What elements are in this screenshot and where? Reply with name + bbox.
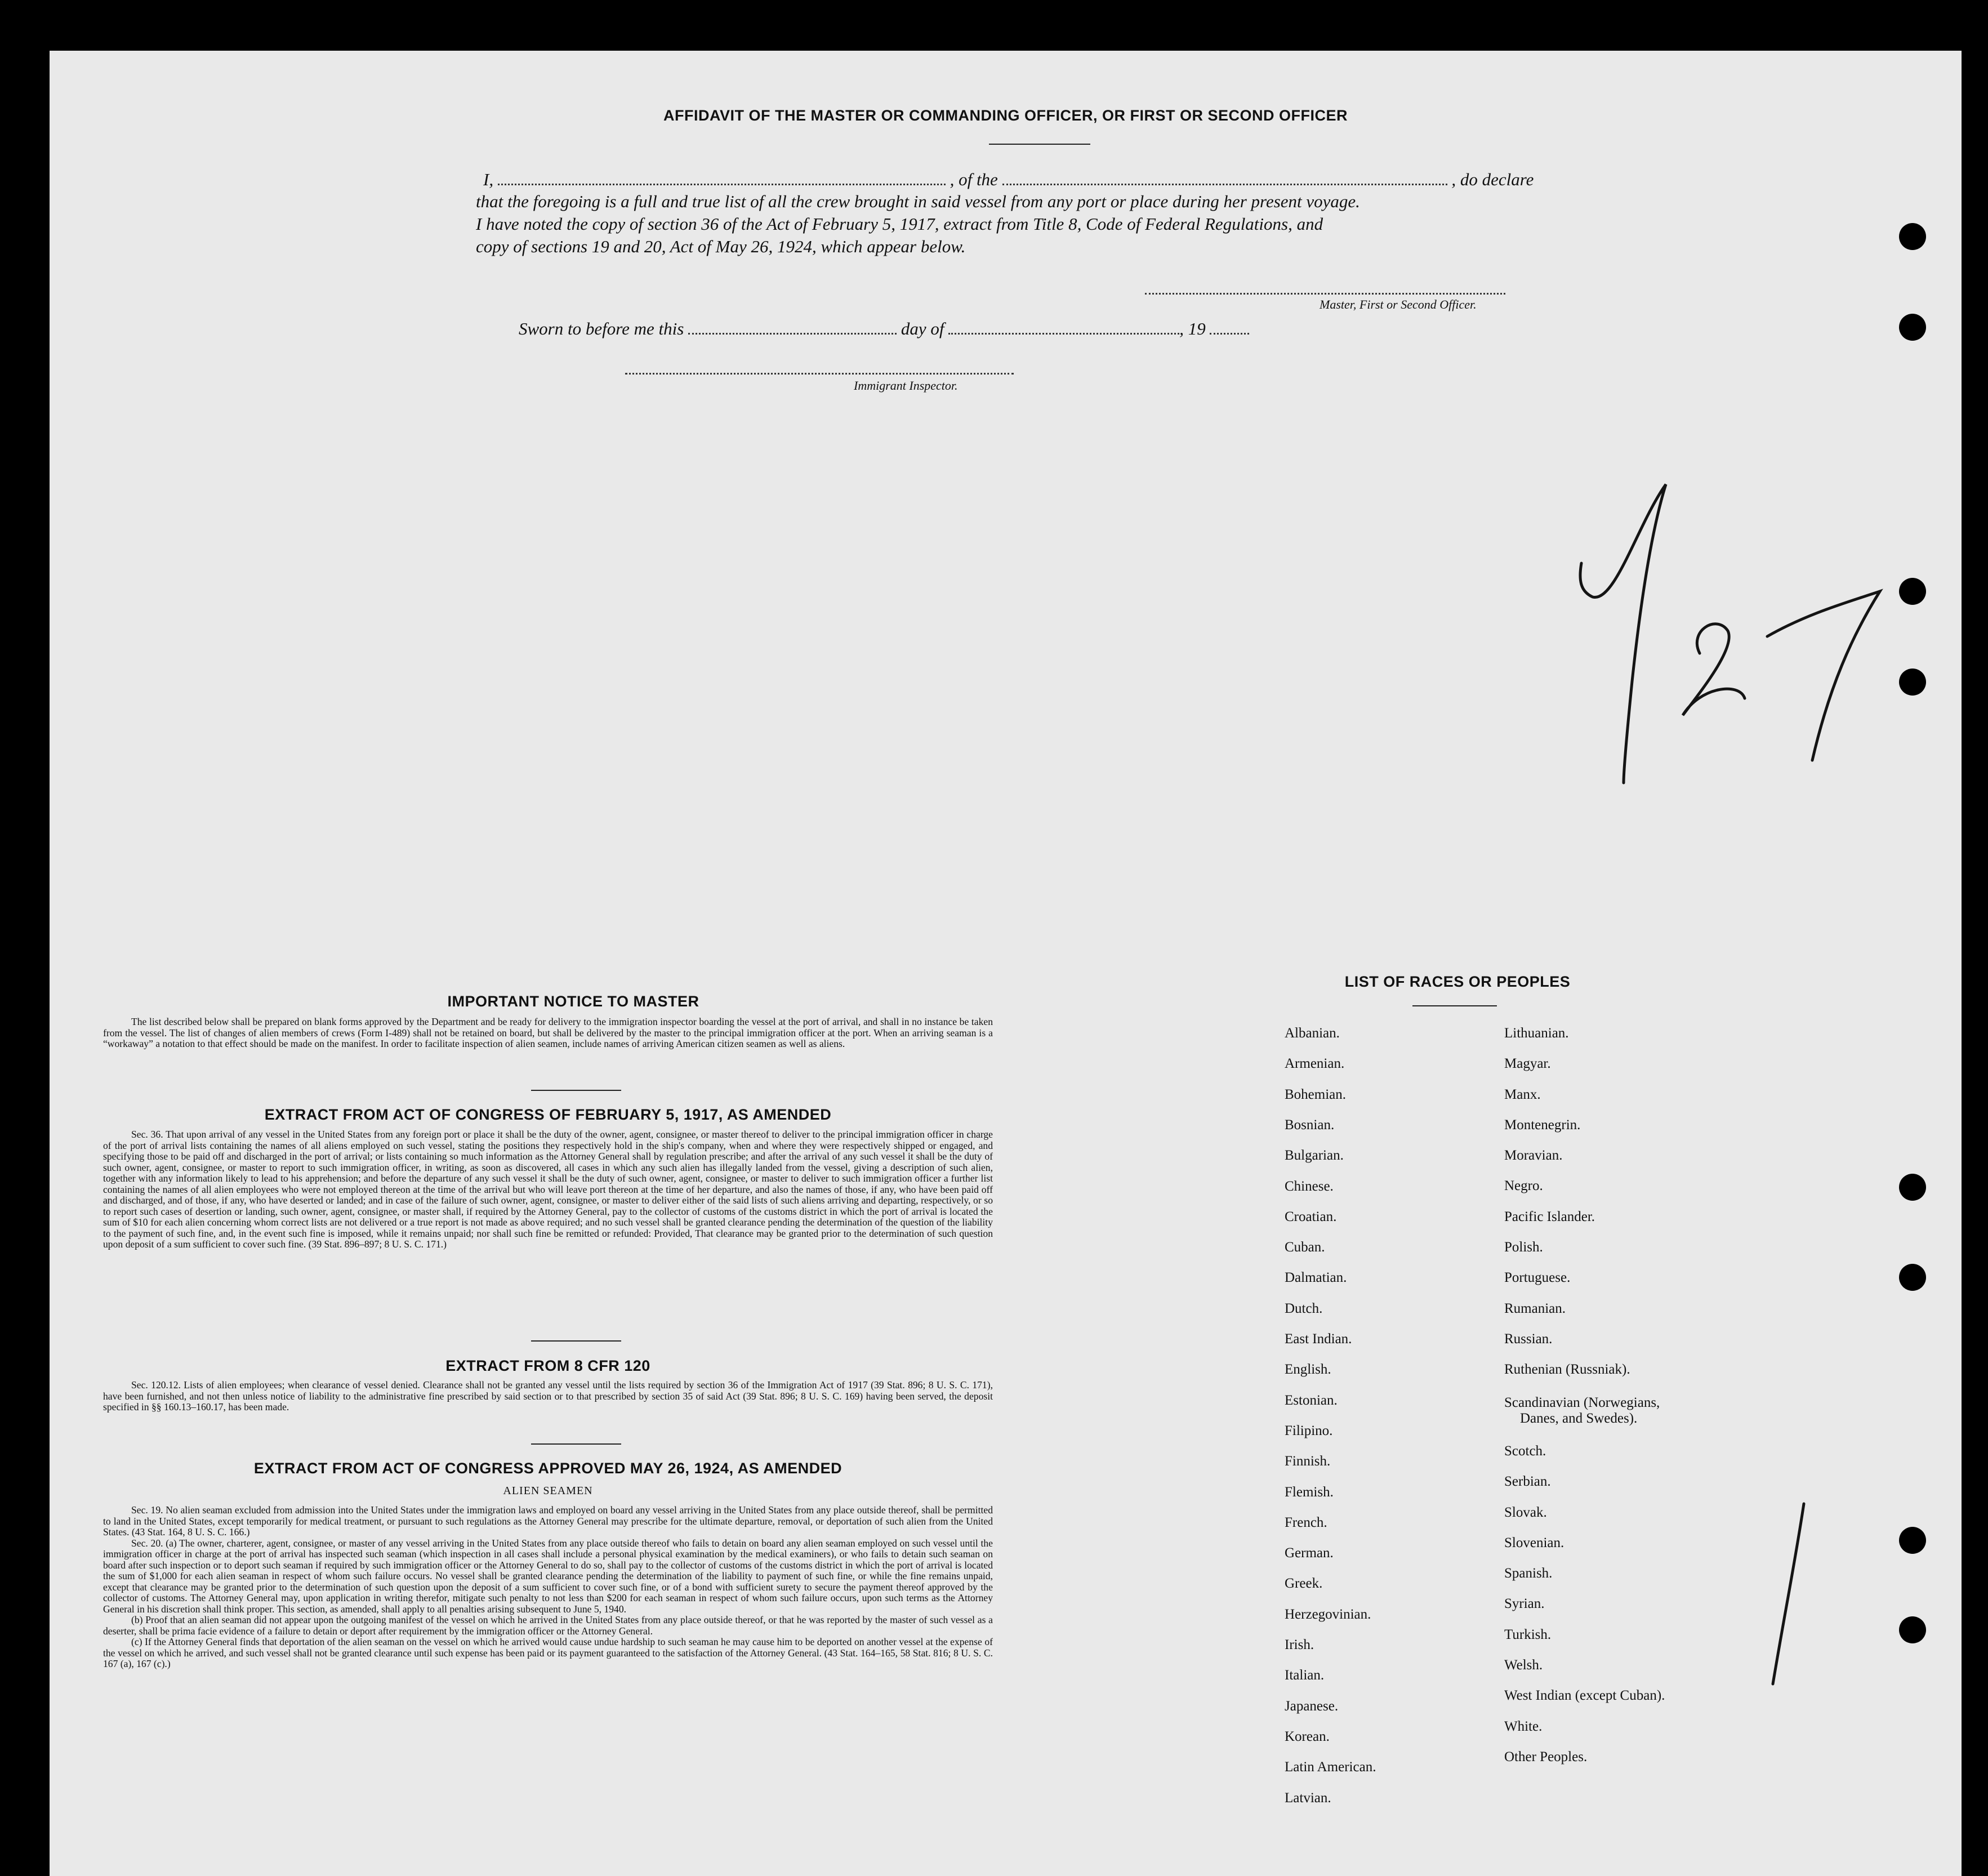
extract-1917-text: Sec. 36. That upon arrival of any vessel in the United States from any foreign port or place it shall be the duty of the owner, agent, consignee, or master thereof to deliver to the principal immigration officer in charge of the port of arrival lists containing the names of all aliens employed on such vessel, stating the positions they respectively hold in the ship's company, when and where they were respectively shipped or engaged, and specifying those to be paid off and discharged in the port of arrival; or lists containing so much information as the Attorney General shall by regulation prescribe; and after the arrival of any such vessel it shall be the duty of such owner, agent, consignee, or master to report to such immigration officer, in writing, as soon as discovered, all cases in which any such alien has illegally landed from the vessel, giving a description of such alien, together with any information likely to lead to his apprehension; and before the departure of any such vessel it shall be the duty of such owner, agent, consignee, or master to deliver to such immigration officer a further list containing the names of all alien employees who were not employed thereon at the time of the arrival but who will leave port thereon at the time of her departure, and also the names of those, if any, who have been paid off and discharged, and of those, if any, who have deserted or landed; and in case of the failure of such owner, agent, consignee, or master to deliver either of the said lists of such aliens arriving and departing, respectively, or so to report such cases of desertion or landing, such owner, agent, consignee, or master shall, if required by the Attorney General, pay to the collector of customs of the customs district in which the port of arrival is located the sum of $10 for each alien concerning whom correct lists are not delivered or a true report is not made as above required; and no such vessel shall be granted clearance pending the determination of the question of the liability to the payment of such fine, and, in the event such fine is imposed, while it remains unpaid; nor shall such fine be remitted or refunded: Provided, That clearance may be granted prior to the determination of such question upon deposit of a sum sufficient to cover such fine. (39 Stat. 896–897; 8 U. S. C. 171.) [103,1129,993,1250]
affidavit-title-rule [989,144,1090,145]
race-item: Negro. [1504,1178,1543,1193]
race-item: Moravian. [1504,1148,1563,1163]
sworn-month-field[interactable] [948,318,1179,335]
notice-title: IMPORTANT NOTICE TO MASTER [447,993,699,1010]
race-item: Other Peoples. [1504,1749,1588,1764]
section-19-text: Sec. 19. No alien seaman excluded from admission into the United States under the immigration laws and employed on board any vessel arriving in the United States from any place outside thereof, shall be permitted to land in the United States, except temporarily for medical treatment, or pursuant to such regulations as the Attorney General may prescribe for the ultimate departure, removal, or deportation of such alien from the United States. (43 Stat. 164, 8 U. S. C. 166.) [103,1504,993,1538]
race-item: Filipino. [1285,1423,1333,1438]
vessel-field[interactable] [1002,169,1447,185]
binder-hole [1899,314,1926,341]
binder-hole [1899,1174,1926,1201]
race-item: Polish. [1504,1240,1543,1255]
race-item: Finnish. [1285,1454,1331,1469]
race-item: Serbian. [1504,1474,1551,1489]
race-item: Magyar. [1504,1056,1551,1071]
race-item: Turkish. [1504,1627,1552,1642]
race-item: Lithuanian. [1504,1026,1569,1041]
divider-1 [531,1090,621,1091]
declaration-of-the: , of the [950,170,998,189]
race-item: Syrian. [1504,1596,1545,1611]
race-item: Montenegrin. [1504,1117,1581,1133]
binder-hole [1899,1264,1926,1291]
binder-hole [1899,669,1926,696]
race-item: Bosnian. [1285,1117,1335,1133]
inspector-caption: Immigrant Inspector. [854,378,958,393]
declaration-line-1 [483,169,1598,190]
race-item: Scotch. [1504,1443,1546,1459]
binder-hole [1899,223,1926,250]
race-item: Flemish. [1285,1485,1334,1500]
race-item: Bulgarian. [1285,1148,1344,1163]
race-item: Manx. [1504,1087,1541,1102]
race-item: Spanish. [1504,1566,1553,1581]
race-item: Latin American. [1285,1759,1376,1775]
race-item: Japanese. [1285,1699,1339,1714]
form-page [50,51,1962,1876]
extract-1917-title: EXTRACT FROM ACT OF CONGRESS OF FEBRUARY 5, 1917, AS AMENDED [264,1106,832,1123]
race-item: German. [1285,1545,1334,1561]
race-item: Armenian. [1285,1056,1345,1071]
race-item: Cuban. [1285,1240,1325,1255]
section-20c-text: (c) If the Attorney General finds that deportation of the alien seaman on the vessel on which he arrived would cause undue hardship to such seaman he may cause him to be deported on another vessel at the expense of the vessel on which he arrived, and such vessel shall not be granted clearance until such expense has been paid or its payment guaranteed to the satisfaction of the Attorney General. (43 Stat. 164–165, 58 Stat. 816; 8 U. S. C. 167 (a), 167 (c).) [103,1636,993,1669]
race-item: Albanian. [1285,1026,1340,1041]
race-item: Dutch. [1285,1301,1323,1316]
master-signature-line[interactable] [1145,293,1505,295]
name-field[interactable] [498,169,946,185]
extract-1924-title: EXTRACT FROM ACT OF CONGRESS APPROVED MAY 26, 1924, AS AMENDED [253,1460,843,1477]
race-item: Italian. [1285,1668,1325,1683]
declaration-do-declare: , do declare [1451,170,1534,189]
race-item: Chinese. [1285,1179,1334,1194]
sworn-year-prefix: , 19 [1179,319,1206,338]
divider-3 [531,1443,621,1445]
affidavit-title: AFFIDAVIT OF THE MASTER OR COMMANDING OFFICER, OR FIRST OR SECOND OFFICER [663,107,1348,124]
race-item: Rumanian. [1504,1301,1566,1316]
race-item: Pacific Islander. [1504,1209,1595,1224]
master-caption: Master, First or Second Officer. [1320,297,1477,311]
sworn-line [519,318,1363,339]
binder-hole [1899,1616,1926,1643]
race-item: Ruthenian (Russniak). [1504,1362,1630,1377]
declaration-line-3: I have noted the copy of section 36 of the Act of February 5, 1917, extract from Title 8, Code of Federal Regulations, and [476,214,1323,234]
declaration-line-2: that the foregoing is a full and true list of all the crew brought in said vessel from any port or place during her present voyage. [476,191,1360,211]
extract-cfr-text: Sec. 120.12. Lists of alien employees; when clearance of vessel denied. Clearance shall not be granted any vessel until the lists required by section 36 of the Immigration Act of 1917 (39 Stat. 896; 8 U. S. C. 171), have been furnished, and not then unless notice of liability to the administrative fine prescribed by said section or to that prescribed by section 35 of said Act (39 Stat. 896; 8 U. S. C. 169) having been served, the deposit specified in §§ 160.13–160.17, has been made. [103,1379,993,1412]
race-item: Greek. [1285,1576,1323,1591]
binder-hole [1899,578,1926,605]
race-item: Slovak. [1504,1505,1547,1520]
race-item: Bohemian. [1285,1087,1347,1102]
race-item: Portuguese. [1504,1270,1571,1285]
sworn-year-field[interactable] [1210,318,1249,335]
extract-1924-body [103,1505,993,1670]
race-item: Scandinavian (Norwegians, [1504,1395,1660,1410]
declaration-line-4: copy of sections 19 and 20, Act of May 26, 1924, which appear below. [476,237,966,256]
section-20a-text: Sec. 20. (a) The owner, charterer, agent, consignee, or master of any vessel arriving in the United States from any place outside thereof who fails to detain on board any alien seaman employed on such vessel until the immigration officer in charge at the port of arrival has inspected such seaman (which inspection in all cases shall include a personal physical examination by the medical examiners), or who fails to detain such seaman on board after such inspection or to deport such seaman if required by such immigration officer or the Attorney General to do so, shall pay to the collector of customs of the customs district in which the port of arrival is located the sum of $1,000 for each alien seaman in respect of whom such failure occurs. No vessel shall be granted clearance pending the determination of the liability to payment of such fine, or while the fine remains unpaid, except that clearance may be granted prior to the determination of such question upon the deposit of a sum sufficient to cover such fine, or of a bond with sufficient surety to secure the payment thereof approved by the collector of customs. The Attorney General may, upon application in writing therefor, mitigate such penalty to not less than $200 for each seaman in respect of whom such failure occurs, upon such terms as the Attorney General in his discretion shall think proper. This section, as amended, shall apply to all penalties arising subsequent to June 5, 1940. [103,1537,993,1615]
race-item: East Indian. [1285,1331,1352,1347]
race-item: Latvian. [1285,1790,1331,1806]
race-item: Croatian. [1285,1209,1337,1224]
sworn-label: Sworn to before me this [519,319,684,338]
races-title: LIST OF RACES OR PEOPLES [1344,973,1571,990]
race-item: Russian. [1504,1331,1553,1347]
race-item: Herzegovinian. [1285,1607,1371,1622]
race-item: French. [1285,1515,1327,1530]
race-item: Estonian. [1285,1393,1338,1408]
extract-cfr-title: EXTRACT FROM 8 CFR 120 [445,1357,650,1374]
race-item: Dalmatian. [1285,1270,1347,1285]
divider-2 [531,1340,621,1342]
binder-hole [1899,1527,1926,1554]
declaration-i: I, [483,170,494,189]
handwritten-tally [1750,1492,1818,1695]
race-item: English. [1285,1362,1331,1377]
race-item: Slovenian. [1504,1535,1564,1550]
section-20b-text: (b) Proof that an alien seaman did not appear upon the outgoing manifest of the vessel on which he arrived in the United States from any place outside thereof, or that he was reported by the master of such vessel as a deserter, shall be prima facie evidence of a failure to detain or deport after requirement by the immigration officer or the Attorney General. [103,1614,993,1637]
handwritten-number [1514,445,1908,839]
race-item: Korean. [1285,1729,1330,1744]
inspector-signature-line[interactable] [625,373,1014,375]
race-item: Danes, and Swedes). [1520,1411,1638,1426]
race-item: Welsh. [1504,1657,1543,1673]
sworn-day-field[interactable] [688,318,897,335]
sworn-day-of: day of [901,319,944,338]
alien-seamen-subtitle: ALIEN SEAMEN [503,1485,593,1497]
race-item: White. [1504,1719,1543,1734]
race-item: West Indian (except Cuban). [1504,1688,1665,1703]
race-item: Irish. [1285,1637,1314,1652]
notice-text: The list described below shall be prepared on blank forms approved by the Department and be ready for delivery to the immigration inspector boarding the vessel at the port of arrival, and shall in no instance be taken from the vessel. The list of changes of alien members of crews (Form I-489) shall not be retained on board, but shall be delivered by the master to the principal immigration officer at the port. When an arriving seaman is a “workaway” a notation to that effect should be made on the manifest. In order to facilitate inspection of alien seamen, include names of arriving American citizen seamen as well as aliens. [103,1016,993,1049]
races-title-rule [1412,1005,1497,1006]
